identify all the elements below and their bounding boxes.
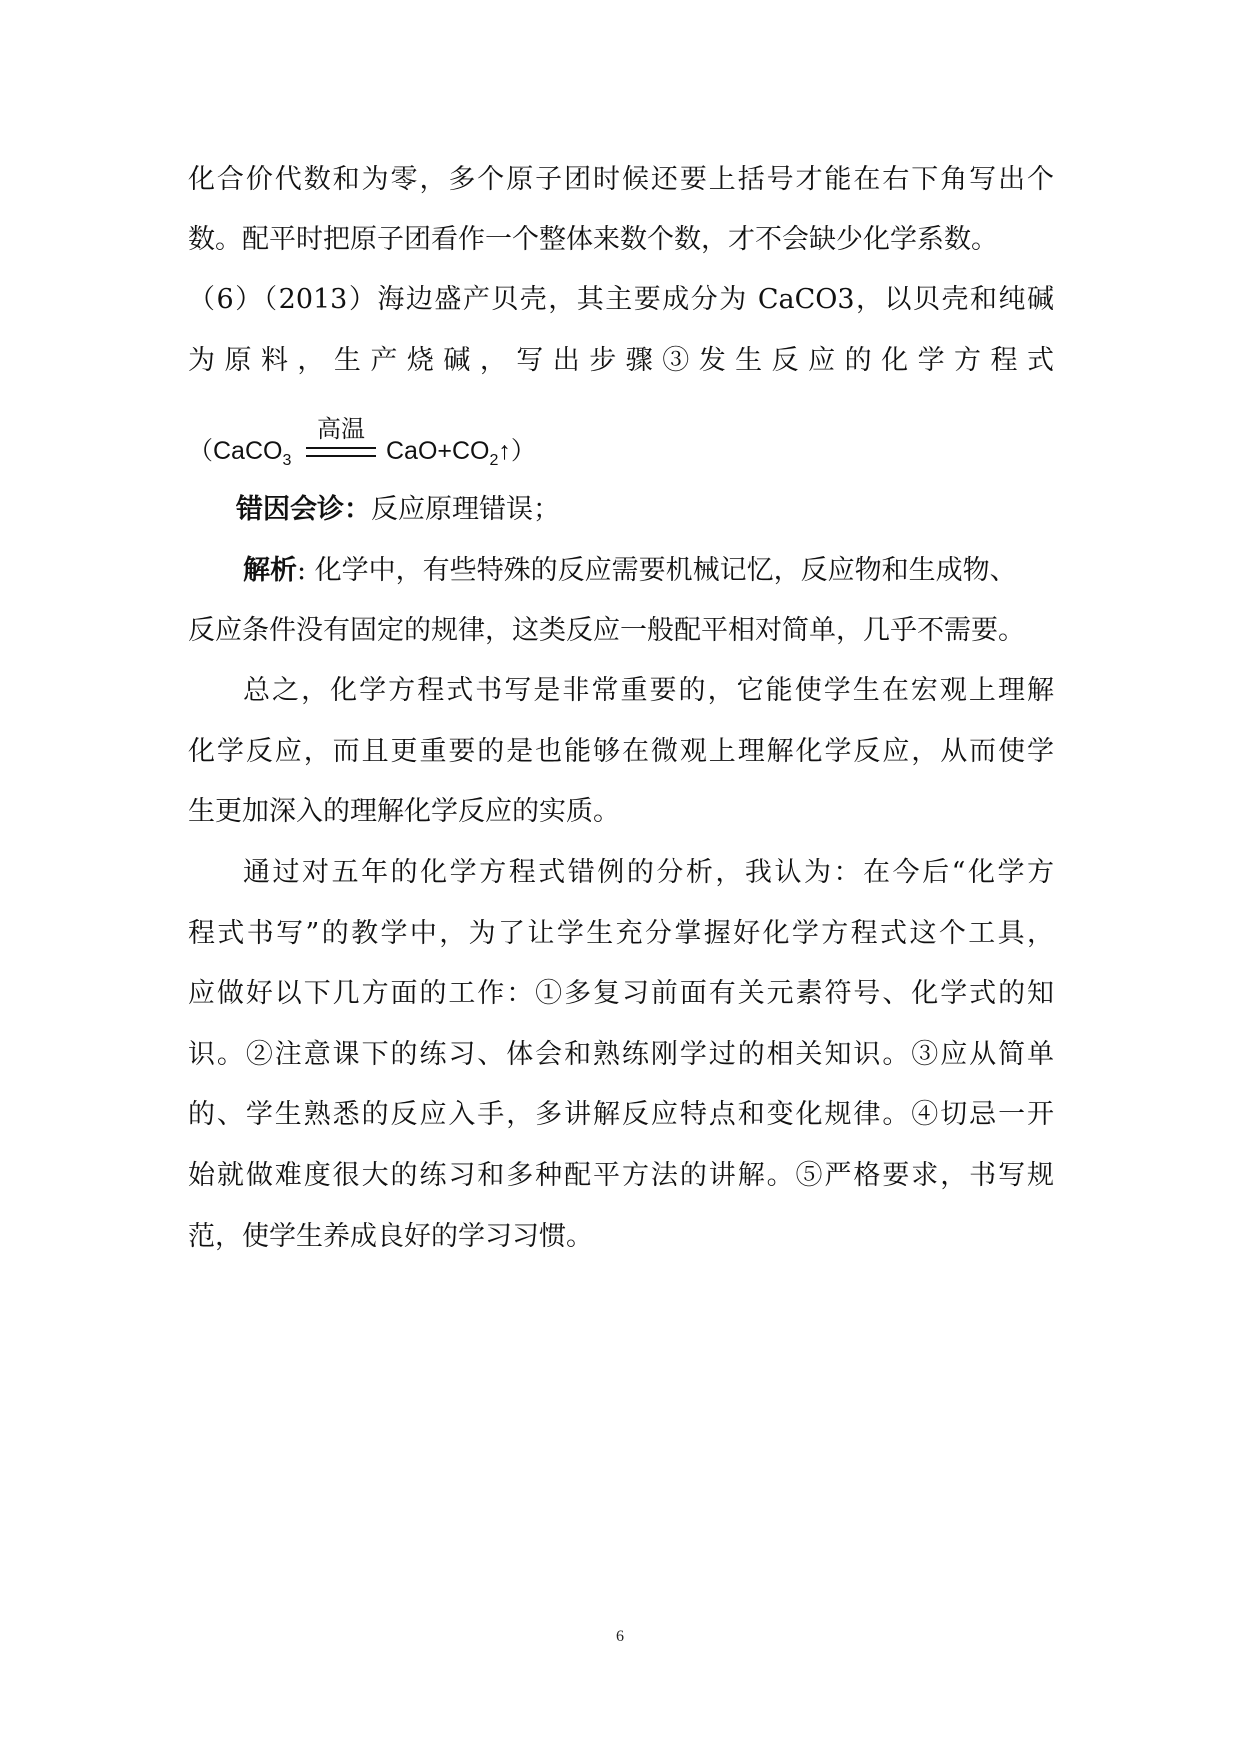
- summary-line: 总之，化学方程式书写是非常重要的，它能使学生在宏观上理解: [243, 675, 1054, 706]
- conclusion-line: 程式书写”的教学中，为了让学生充分掌握好化学方程式这个工具，: [188, 918, 1054, 949]
- subscript-3: 3: [282, 452, 292, 469]
- question-line: 为原料，生产烧碱，写出步骤③发生反应的化学方程式: [188, 345, 1054, 376]
- analysis-label: 解析: [243, 555, 297, 586]
- conclusion-line: 范，使学生养成良好的学习习惯。: [188, 1221, 593, 1252]
- paragraph-line: 数。配平时把原子团看作一个整体来数个数，才不会缺少化学系数。: [188, 224, 998, 255]
- question-line: （6）（2013）海边盛产贝壳，其主要成分为 CaCO3，以贝壳和纯碱: [188, 284, 1054, 315]
- summary-line: 生更加深入的理解化学反应的实质。: [188, 796, 620, 827]
- equals-bar: [306, 447, 376, 457]
- paragraph-line: 化合价代数和为零，多个原子团时候还要上括号才能在右下角写出个: [188, 164, 1054, 195]
- conclusion-line: 应做好以下几方面的工作：①多复习前面有关元素符号、化学式的知: [188, 978, 1054, 1009]
- equation-reactant: （CaCO$_3$: [188, 437, 292, 469]
- subscript-2: 2: [489, 452, 499, 469]
- reaction-condition: 高温: [317, 415, 365, 443]
- analysis-line: 解析: 化学中，有些特殊的反应需要机械记忆，反应物和生成物、: [243, 555, 1017, 586]
- conclusion-line: 的、学生熟悉的反应入手，多讲解反应特点和变化规律。④切忌一开: [188, 1099, 1054, 1130]
- error-label: 错因会诊：: [236, 494, 371, 525]
- conclusion-line: 始就做难度很大的练习和多种配平方法的讲解。⑤严格要求，书写规: [188, 1160, 1054, 1191]
- equation-product: $CaO+CO_2↑$）: [386, 437, 536, 469]
- conclusion-line: 识。②注意课下的练习、体会和熟练刚学过的相关知识。③应从简单: [188, 1039, 1054, 1070]
- page-number: 6: [616, 1628, 624, 1645]
- analysis-line: 反应条件没有固定的规律，这类反应一般配平相对简单，几乎不需要。: [188, 615, 1025, 646]
- conclusion-line: 通过对五年的化学方程式错例的分析，我认为：在今后“化学方: [243, 857, 1054, 888]
- chemical-equation: [188, 415, 748, 478]
- error-diagnosis: [236, 492, 1054, 528]
- summary-line: 化学反应，而且更重要的是也能够在微观上理解化学反应，从而使学: [188, 736, 1054, 767]
- error-text: 反应原理错误；: [371, 494, 560, 525]
